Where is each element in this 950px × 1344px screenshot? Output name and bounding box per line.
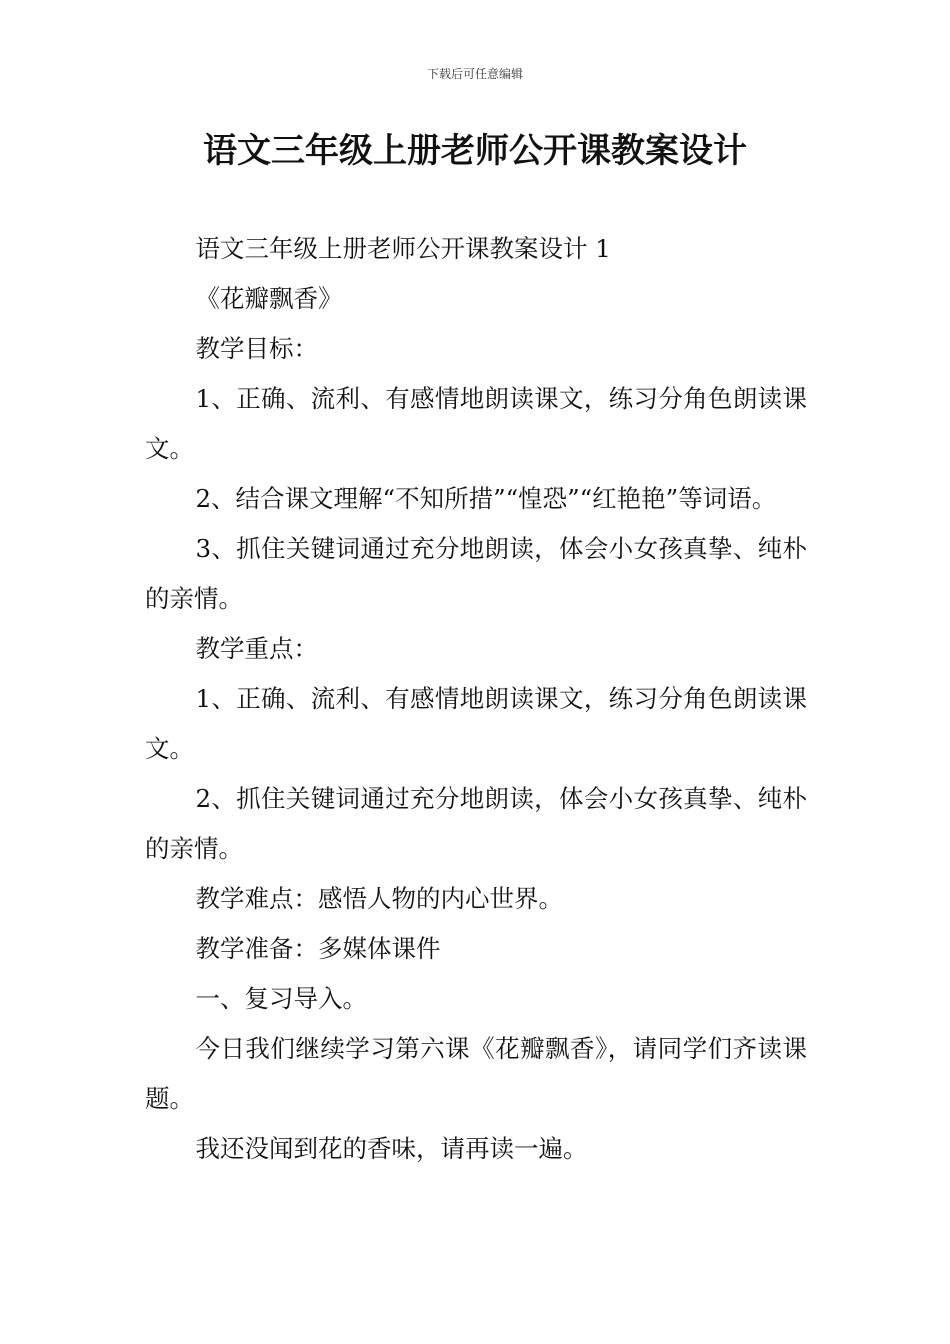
header-note: 下载后可任意编辑 [426,67,523,81]
paragraph-focus-2: 2、抓住关键词通过充分地朗读，体会小女孩真挚、纯朴的亲情。 [145,784,807,863]
paragraph-goal-1: 1、正确、流利、有感情地朗读课文，练习分角色朗读课文。 [145,384,807,463]
paragraph-reread: 我还没闻到花的香味，请再读一遍。 [195,1134,588,1163]
paragraph-difficulty: 教学难点：感悟人物的内心世界。 [195,884,563,913]
paragraph-section-1: 一、复习导入。 [195,984,367,1013]
paragraph-focus-1: 1、正确、流利、有感情地朗读课文，练习分角色朗读课文。 [145,684,807,763]
paragraph-subtitle: 语文三年级上册老师公开课教案设计 1 [195,234,611,263]
paragraph-preparation: 教学准备：多媒体课件 [195,934,441,963]
paragraph-intro: 今日我们继续学习第六课《花瓣飘香》，请同学们齐读课题。 [145,1034,807,1113]
paragraph-goal-2: 2、结合课文理解“不知所措”“惶恐”“红艳艳”等词语。 [195,484,777,513]
document-title: 语文三年级上册老师公开课教案设计 [203,131,747,171]
paragraph-focus-heading: 教学重点： [195,634,318,663]
paragraph-lesson-name: 《花瓣飘香》 [195,284,343,313]
document-body [145,224,807,1174]
paragraph-goal-3: 3、抓住关键词通过充分地朗读，体会小女孩真挚、纯朴的亲情。 [145,534,807,613]
paragraph-goals-heading: 教学目标： [195,334,318,363]
